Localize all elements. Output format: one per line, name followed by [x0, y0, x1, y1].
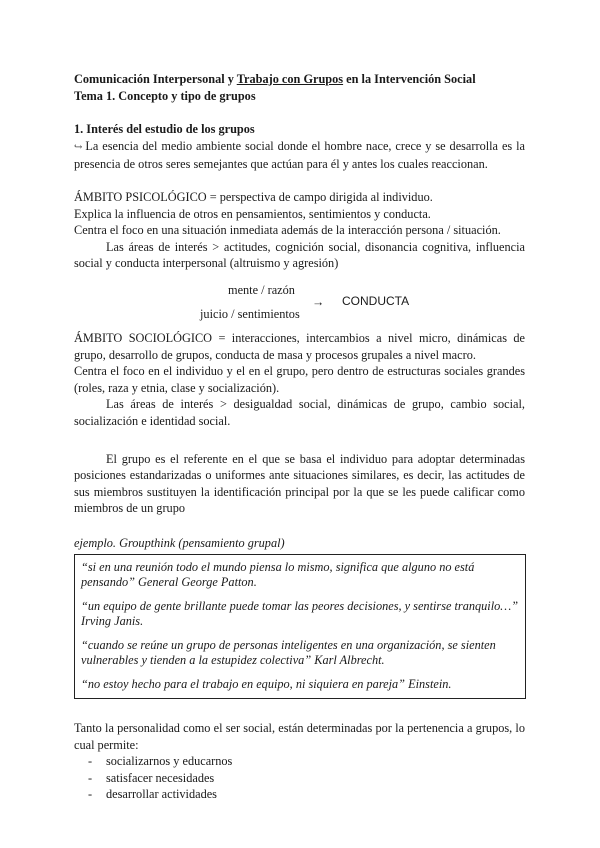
title-underlined: Trabajo con Grupos [236, 72, 344, 86]
intro-text: La esencia del medio ambiente social donde el hombre nace, crece y se desarrolla es la presencia de otros seres semejantes que actúan para él y antes los cuales reaccionan. [74, 138, 525, 172]
sociologico-line-2: Centra el foco en el individuo y el en el grupo, pero dentro de estructuras sociales grandes (roles, raza y etnia, clase y socialización). [74, 364, 525, 395]
quote-einstein: “no estoy hecho para el trabajo en equipo, ni siquiera en pareja” Einstein. [81, 677, 452, 692]
psicologico-areas: Las áreas de interés > actitudes, cognición social, disonancia cognitiva, influencia social y conducta interpersonal (altruismo y agresión) [74, 239, 525, 271]
conducta-diagram [74, 282, 525, 324]
diagram-arrow-icon: → [312, 294, 325, 309]
section-heading: 1. Interés del estudio de los grupos [74, 122, 255, 137]
title-part-2: en la Intervención Social [343, 72, 476, 86]
sociologico-definition: ÁMBITO SOCIOLÓGICO = interacciones, intercambios a nivel micro, dinámicas de grupo, desarrollo de grupos, conducta de masa y procesos grupales a nivel macro. [74, 330, 525, 362]
quote-patton: “si en una reunión todo el mundo piensa lo mismo, significa que alguno no está pensando” General George Patton. [81, 560, 475, 589]
document-content [74, 71, 525, 802]
list-item: - socializarnos y educarnos [88, 753, 525, 769]
psicologico-line-2: Explica la influencia de otros en pensamientos, sentimientos y conducta. [74, 206, 431, 221]
list-item: - satisfacer necesidades [88, 770, 525, 786]
intro-paragraph [74, 138, 525, 173]
psicologico-definition: ÁMBITO PSICOLÓGICO = perspectiva de campo dirigida al individuo. [74, 189, 433, 204]
document-title [74, 71, 525, 88]
document-subtitle: Tema 1. Concepto y tipo de grupos [74, 88, 256, 103]
closing-paragraph: Tanto la personalidad como el ser social, están determinadas por la pertenencia a grupos, lo cual permite: [74, 720, 525, 752]
closing-list [74, 753, 525, 802]
psicologico-line-3: Centra el foco en una situación inmediata además de la interacción persona / situación. [74, 223, 501, 238]
sociologico-areas: Las áreas de interés > desigualdad social, dinámicas de grupo, cambio social, socialización e identidad social. [74, 397, 525, 428]
grupo-paragraph: El grupo es el referente en el que se basa el individuo para adoptar determinadas posiciones estandarizadas o uniformes ante situaciones similares, es decir, las actitudes de sus miembros sustituyen la identificación principal por la que se les puede calificar como miembros de un grupo [74, 451, 525, 516]
return-arrow-icon: ↪ [74, 141, 83, 153]
quote-albrecht: “cuando se reúne un grupo de personas inteligentes en una organización, se sienten vulnerables y tienden a la estupidez colectiva” Karl Albrecht. [81, 638, 496, 667]
quote-janis: “un equipo de gente brillante puede tomar las peores decisiones, y sentirse tranquilo…” Irving Janis. [81, 599, 519, 628]
list-item: - desarrollar actividades [88, 786, 525, 802]
diagram-mente: mente / razón [228, 282, 295, 297]
example-label: ejemplo. Groupthink (pensamiento grupal) [74, 535, 285, 550]
quote-box [74, 554, 526, 699]
title-part-1: Comunicación Interpersonal y [74, 72, 237, 86]
diagram-conducta: CONDUCTA [342, 293, 410, 308]
diagram-juicio: juicio / sentimientos [200, 306, 300, 321]
